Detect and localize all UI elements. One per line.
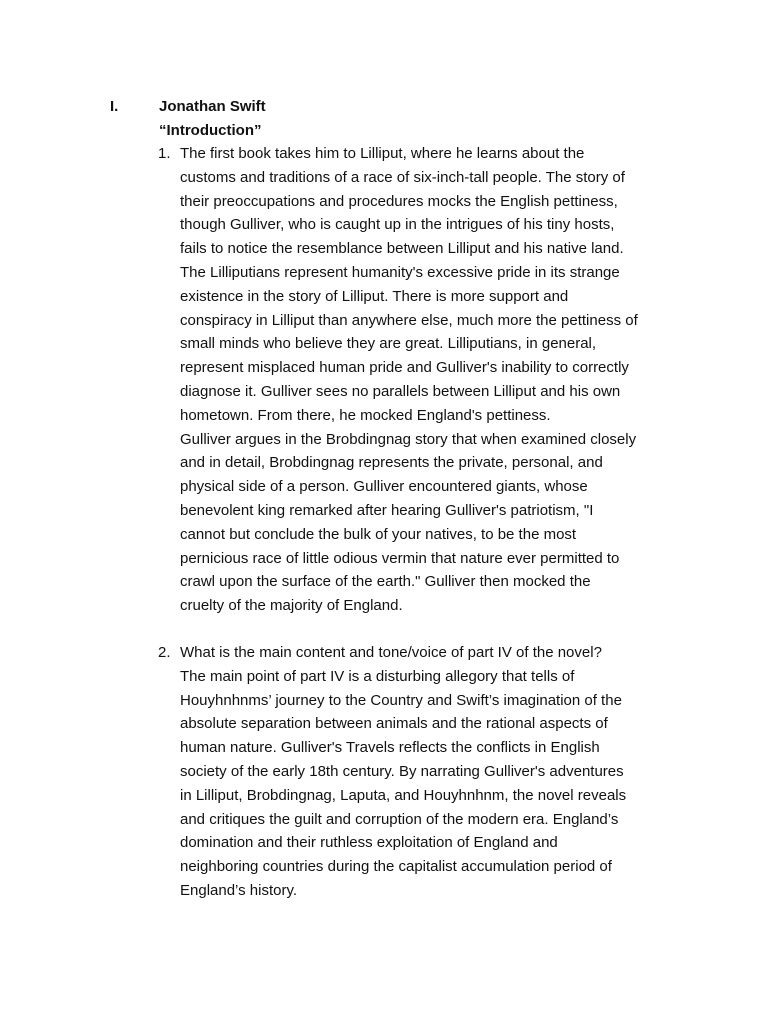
list-item-number: 1. [158, 145, 171, 162]
paragraph-line: The first book takes him to Lilliput, where he learns about the [180, 145, 585, 162]
paragraph-line: diagnose it. Gulliver sees no parallels between Lilliput and his own [180, 382, 621, 400]
paragraph-line: hometown. From there, he mocked England's pettiness. [180, 406, 551, 424]
list-item-body [180, 142, 720, 618]
paragraph-line: The Lilliputians represent humanity's excessive pride in its strange [180, 263, 620, 281]
paragraph-line: domination and their ruthless exploitation of England and [180, 834, 558, 852]
section-numeral: I. [110, 98, 119, 115]
paragraph-line: physical side of a person. Gulliver encountered giants, whose [180, 478, 588, 496]
section-subtitle: “Introduction” [159, 121, 262, 139]
paragraph-line: conspiracy in Lilliput than anywhere else, much more the pettiness of [180, 311, 638, 329]
paragraph-line: benevolent king remarked after hearing Gulliver's patriotism, "I [180, 501, 594, 519]
section-title: Jonathan Swift [159, 98, 266, 115]
paragraph-line: Houyhnhnms’ journey to the Country and Swift’s imagination of the [180, 691, 622, 709]
paragraph-line: customs and traditions of a race of six-inch-tall people. The story of [180, 168, 625, 186]
paragraph-line: absolute separation between animals and the rational aspects of [180, 715, 608, 733]
paragraph-line: cruelty of the majority of England. [180, 597, 403, 615]
paragraph-line: What is the main content and tone/voice of part IV of the novel? [180, 644, 602, 661]
paragraph-line: represent misplaced human pride and Gulliver's inability to correctly [180, 359, 629, 377]
paragraph-line: Gulliver argues in the Brobdingnag story that when examined closely [180, 430, 637, 448]
paragraph-line: pernicious race of little odious vermin that nature ever permitted to [180, 549, 620, 567]
paragraph-line: and critiques the guilt and corruption of the modern era. England’s [180, 810, 619, 828]
list-item-number: 2. [158, 644, 171, 661]
paragraph-line: The main point of part IV is a disturbing allegory that tells of [180, 667, 575, 685]
paragraph-line: and in detail, Brobdingnag represents the private, personal, and [180, 454, 603, 472]
paragraph-line: small minds who believe they are great. Lilliputians, in general, [180, 335, 597, 353]
paragraph-line: crawl upon the surface of the earth." Gulliver then mocked the [180, 573, 591, 591]
paragraph-line: neighboring countries during the capitalist accumulation period of [180, 858, 612, 876]
paragraph-line: society of the early 18th century. By narrating Gulliver's adventures [180, 762, 624, 780]
paragraph-line: existence in the story of Lilliput. There is more support and [180, 287, 569, 305]
list-item-body [180, 641, 720, 903]
paragraph-line: cannot but conclude the bulk of your natives, to be the most [180, 525, 577, 543]
paragraph-line: in Lilliput, Brobdingnag, Laputa, and Houyhnhnm, the novel reveals [180, 786, 627, 804]
paragraph-line: their preoccupations and procedures mocks the English pettiness, [180, 192, 618, 210]
paragraph-line: human nature. Gulliver's Travels reflects the conflicts in English [180, 739, 600, 757]
paragraph-line: England’s history. [180, 881, 298, 899]
paragraph-line: fails to notice the resemblance between Lilliput and his native land. [180, 240, 624, 258]
paragraph-line: though Gulliver, who is caught up in the intrigues of his tiny hosts, [180, 216, 615, 234]
